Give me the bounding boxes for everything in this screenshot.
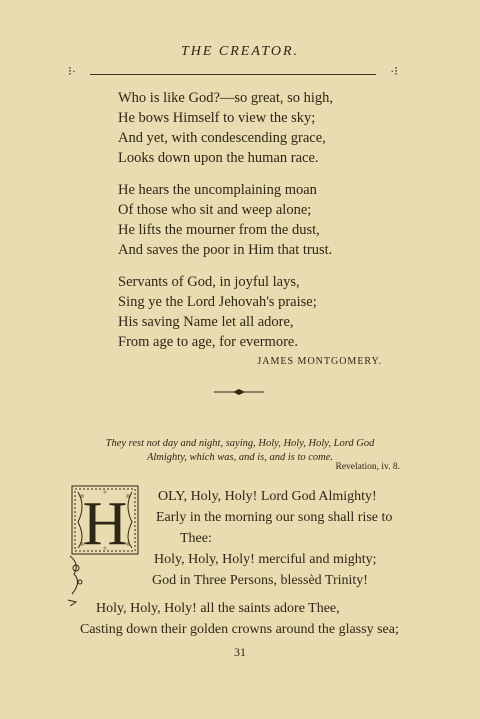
rule-ornament-right: ·⁝ <box>390 64 398 78</box>
poem-line: Servants of God, in joyful lays, <box>118 274 300 290</box>
poem-line: From age to age, for evermore. <box>118 334 298 350</box>
hymn-line: Holy, Holy, Holy! merciful and mighty; <box>154 552 377 567</box>
illuminated-dropcap <box>66 482 144 606</box>
page-number: 31 <box>234 645 246 659</box>
rule-ornament-left: ⁝· <box>68 64 76 78</box>
stanza-2 <box>118 180 332 260</box>
hymn-line: God in Three Persons, blessèd Trinity! <box>152 573 368 588</box>
epigraph-line: Almighty, which was, and is, and is to come. <box>146 452 334 463</box>
hymn-line: Holy, Holy, Holy! all the saints adore Thee, <box>96 601 340 616</box>
hymn-line: Thee: <box>180 531 212 546</box>
hymn-line: Casting down their golden crowns around the glassy sea; <box>80 622 399 637</box>
poem-line: Of those who sit and weep alone; <box>118 202 312 218</box>
poem-line: His saving Name let all adore, <box>118 314 294 330</box>
stanza-1 <box>118 88 333 168</box>
epigraph <box>70 437 410 465</box>
poem-line: He bows Himself to view the sky; <box>118 110 316 126</box>
section-divider-ornament <box>214 388 264 396</box>
page-header-title: THE CREATOR. <box>180 44 300 59</box>
poem-author: JAMES MONTGOMERY. <box>257 356 382 367</box>
poem-line: Looks down upon the human race. <box>118 150 319 166</box>
poem-line: And saves the poor in Him that trust. <box>118 242 333 258</box>
rule-line <box>90 74 376 75</box>
dropcap-letter: H <box>82 490 128 558</box>
stanza-3 <box>118 272 317 352</box>
epigraph-line: They rest not day and night, saying, Holy, Holy, Holy, Lord God <box>105 438 375 449</box>
epigraph-reference: Revelation, iv. 8. <box>335 462 400 472</box>
poem-line: Sing ye the Lord Jehovah's praise; <box>118 294 317 310</box>
poem-line: And yet, with condescending grace, <box>118 130 326 146</box>
hymn-line: OLY, Holy, Holy! Lord God Almighty! <box>158 489 377 504</box>
poem-line: He hears the uncomplaining moan <box>118 182 317 198</box>
poem-line: He lifts the mourner from the dust, <box>118 222 320 238</box>
hymn-line: Early in the morning our song shall rise to <box>156 510 393 525</box>
header-rule <box>68 64 398 80</box>
poem-line: Who is like God?—so great, so high, <box>118 90 334 106</box>
